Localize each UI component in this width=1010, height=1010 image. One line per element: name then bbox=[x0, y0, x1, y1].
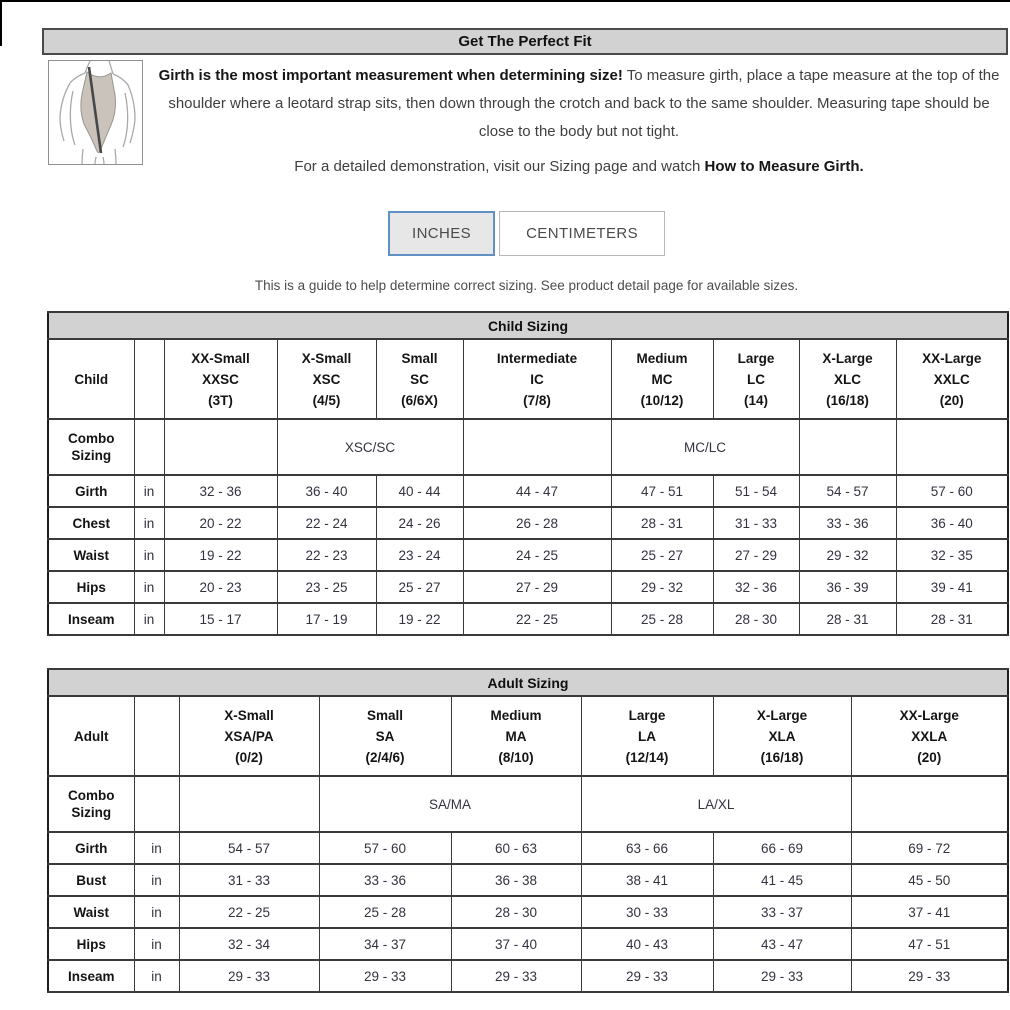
combo-empty-cell bbox=[164, 419, 277, 475]
size-column-header-line: XXLA bbox=[911, 728, 948, 744]
measurement-value: 33 - 37 bbox=[713, 896, 851, 928]
measurement-label: Inseam bbox=[48, 603, 134, 635]
inches-button-label: INCHES bbox=[412, 225, 472, 242]
measurement-value: 22 - 23 bbox=[277, 539, 376, 571]
size-column-header-line: XXLC bbox=[933, 371, 970, 387]
girth-intro-rest: To measure girth, place a tape measure at the top of the shoulder where a leotard strap sits, then down through the crotch and back to the same shoulder. Measuring tape should be close to the body but not tight. bbox=[168, 67, 1000, 140]
measurement-value: 29 - 32 bbox=[799, 539, 896, 571]
measurement-row bbox=[48, 571, 1008, 603]
measurement-row bbox=[48, 539, 1008, 571]
measurement-value: 19 - 22 bbox=[376, 603, 463, 635]
measurement-row bbox=[48, 896, 1008, 928]
combo-sizing-row bbox=[48, 776, 1008, 832]
size-header-row bbox=[48, 696, 1008, 776]
combo-sizing-value: XSC/SC bbox=[277, 419, 463, 475]
measurement-label: Hips bbox=[48, 571, 134, 603]
measurement-value: 54 - 57 bbox=[799, 475, 896, 507]
measurement-value: 31 - 33 bbox=[713, 507, 799, 539]
size-column-header-line: XX-Large bbox=[922, 350, 982, 366]
centimeters-button-label: CENTIMETERS bbox=[526, 225, 638, 242]
measurement-value: 47 - 51 bbox=[851, 928, 1008, 960]
size-column-header bbox=[164, 339, 277, 419]
screen-left-edge-line bbox=[0, 0, 2, 46]
measurement-value: 15 - 17 bbox=[164, 603, 277, 635]
measurement-value: 36 - 38 bbox=[451, 864, 581, 896]
measurement-value: 32 - 34 bbox=[179, 928, 319, 960]
measurement-value: 24 - 26 bbox=[376, 507, 463, 539]
size-column-header bbox=[451, 696, 581, 776]
table-title-row bbox=[48, 669, 1008, 696]
measurement-value: 26 - 28 bbox=[463, 507, 611, 539]
size-column-header-line: (16/18) bbox=[760, 749, 804, 765]
girth-measurement-illustration bbox=[48, 60, 143, 165]
measurement-value: 25 - 28 bbox=[319, 896, 451, 928]
unit-cell: in bbox=[134, 832, 179, 864]
measurement-value: 20 - 23 bbox=[164, 571, 277, 603]
measurement-value: 34 - 37 bbox=[319, 928, 451, 960]
measurement-label: Girth bbox=[48, 475, 134, 507]
size-column-header-line: Medium bbox=[490, 707, 542, 723]
measurement-value: 54 - 57 bbox=[179, 832, 319, 864]
measurement-row bbox=[48, 864, 1008, 896]
combo-unit-spacer bbox=[134, 419, 164, 475]
measurement-value: 38 - 41 bbox=[581, 864, 713, 896]
measurement-value: 31 - 33 bbox=[179, 864, 319, 896]
size-column-header bbox=[896, 339, 1008, 419]
measurement-value: 28 - 31 bbox=[611, 507, 713, 539]
size-column-header-line: (8/10) bbox=[498, 749, 534, 765]
measurement-value: 32 - 36 bbox=[164, 475, 277, 507]
size-column-header bbox=[713, 339, 799, 419]
screen-top-edge-line bbox=[0, 0, 1010, 2]
combo-sizing-label: Combo Sizing bbox=[48, 776, 134, 832]
size-column-header-line: Intermediate bbox=[496, 350, 578, 366]
size-column-header-line: Medium bbox=[636, 350, 688, 366]
demo-instruction-line bbox=[150, 158, 1008, 175]
size-column-header-line: X-Small bbox=[224, 707, 274, 723]
measurement-label: Waist bbox=[48, 896, 134, 928]
measurement-value: 25 - 28 bbox=[611, 603, 713, 635]
measurement-value: 29 - 33 bbox=[581, 960, 713, 992]
measurement-value: 17 - 19 bbox=[277, 603, 376, 635]
measurement-value: 40 - 44 bbox=[376, 475, 463, 507]
measurement-value: 29 - 33 bbox=[713, 960, 851, 992]
size-column-header-line: (7/8) bbox=[523, 392, 551, 408]
size-column-header-line: (16/18) bbox=[826, 392, 869, 408]
unit-cell: in bbox=[134, 896, 179, 928]
unit-cell: in bbox=[134, 539, 164, 571]
size-column-header-line: (3T) bbox=[208, 392, 233, 408]
size-column-header-line: XLA bbox=[768, 728, 796, 744]
size-column-header-line: (14) bbox=[743, 392, 768, 408]
size-column-header-line: XSC bbox=[312, 371, 341, 387]
size-column-header-line: (6/6X) bbox=[401, 392, 438, 408]
unit-column-spacer bbox=[134, 696, 179, 776]
size-column-header-line: (20) bbox=[939, 392, 964, 408]
measurement-value: 27 - 29 bbox=[463, 571, 611, 603]
measurement-value: 29 - 33 bbox=[851, 960, 1008, 992]
size-column-header bbox=[319, 696, 451, 776]
leotard-figure-icon bbox=[49, 61, 142, 164]
row-group-label: Child bbox=[48, 339, 134, 419]
measurement-value: 33 - 36 bbox=[319, 864, 451, 896]
size-column-header-line: XX-Small bbox=[191, 350, 250, 366]
measurement-value: 40 - 43 bbox=[581, 928, 713, 960]
measurement-value: 22 - 25 bbox=[179, 896, 319, 928]
measurement-value: 66 - 69 bbox=[713, 832, 851, 864]
size-column-header-line: (12/14) bbox=[625, 749, 669, 765]
unit-toggle-group bbox=[45, 211, 1008, 256]
unit-cell: in bbox=[134, 928, 179, 960]
size-column-header-line: MC bbox=[651, 371, 673, 387]
measurement-value: 45 - 50 bbox=[851, 864, 1008, 896]
size-column-header-line: XSA/PA bbox=[224, 728, 274, 744]
measurement-row bbox=[48, 475, 1008, 507]
size-column-header-line: IC bbox=[530, 371, 544, 387]
size-column-header bbox=[179, 696, 319, 776]
measurement-value: 51 - 54 bbox=[713, 475, 799, 507]
size-column-header bbox=[799, 339, 896, 419]
table-title: Adult Sizing bbox=[48, 669, 1008, 696]
child-sizing-table bbox=[47, 311, 1009, 636]
measurement-row bbox=[48, 960, 1008, 992]
size-column-header-line: MA bbox=[505, 728, 527, 744]
size-column-header bbox=[851, 696, 1008, 776]
unit-cell: in bbox=[134, 960, 179, 992]
unit-cell: in bbox=[134, 603, 164, 635]
size-column-header-line: Small bbox=[366, 707, 404, 723]
measurement-value: 28 - 31 bbox=[799, 603, 896, 635]
demo-bold: How to Measure Girth. bbox=[704, 158, 864, 175]
measurement-value: 22 - 25 bbox=[463, 603, 611, 635]
measurement-label: Girth bbox=[48, 832, 134, 864]
demo-text: For a detailed demonstration, visit our Sizing page and watch bbox=[294, 158, 705, 175]
measurement-value: 33 - 36 bbox=[799, 507, 896, 539]
measurement-value: 60 - 63 bbox=[451, 832, 581, 864]
size-column-header-line: (4/5) bbox=[312, 392, 341, 408]
unit-cell: in bbox=[134, 864, 179, 896]
measurement-value: 22 - 24 bbox=[277, 507, 376, 539]
size-header-row bbox=[48, 339, 1008, 419]
measurement-value: 25 - 27 bbox=[376, 571, 463, 603]
measurement-value: 36 - 39 bbox=[799, 571, 896, 603]
measurement-value: 39 - 41 bbox=[896, 571, 1008, 603]
girth-intro-bold: Girth is the most important measurement when determining size! bbox=[158, 67, 623, 84]
measurement-value: 57 - 60 bbox=[896, 475, 1008, 507]
row-group-label: Adult bbox=[48, 696, 134, 776]
measurement-value: 28 - 30 bbox=[713, 603, 799, 635]
size-column-header bbox=[376, 339, 463, 419]
combo-empty-cell bbox=[851, 776, 1008, 832]
combo-empty-cell bbox=[463, 419, 611, 475]
measurement-value: 43 - 47 bbox=[713, 928, 851, 960]
measurement-value: 37 - 41 bbox=[851, 896, 1008, 928]
centimeters-button[interactable] bbox=[499, 211, 665, 256]
unit-cell: in bbox=[134, 507, 164, 539]
size-column-header-line: SC bbox=[410, 371, 429, 387]
measurement-row bbox=[48, 507, 1008, 539]
measurement-value: 57 - 60 bbox=[319, 832, 451, 864]
adult-sizing-table bbox=[47, 668, 1009, 993]
measurement-value: 30 - 33 bbox=[581, 896, 713, 928]
combo-sizing-value: LA/XL bbox=[581, 776, 851, 832]
size-column-header-line: XX-Large bbox=[899, 707, 959, 723]
page-title-bar bbox=[42, 28, 1008, 55]
size-column-header-line: X-Small bbox=[301, 350, 352, 366]
combo-sizing-row bbox=[48, 419, 1008, 475]
combo-sizing-value: SA/MA bbox=[319, 776, 581, 832]
measurement-value: 28 - 31 bbox=[896, 603, 1008, 635]
measurement-label: Waist bbox=[48, 539, 134, 571]
measurement-value: 25 - 27 bbox=[611, 539, 713, 571]
size-column-header-line: LA bbox=[638, 728, 656, 744]
size-column-header-line: (0/2) bbox=[235, 749, 263, 765]
measurement-row bbox=[48, 832, 1008, 864]
measurement-value: 23 - 24 bbox=[376, 539, 463, 571]
inches-button[interactable] bbox=[388, 211, 495, 256]
size-column-header-line: X-Large bbox=[756, 707, 808, 723]
size-column-header bbox=[713, 696, 851, 776]
measurement-value: 23 - 25 bbox=[277, 571, 376, 603]
measurement-value: 37 - 40 bbox=[451, 928, 581, 960]
size-column-header-line: LC bbox=[747, 371, 765, 387]
size-column-header bbox=[581, 696, 713, 776]
combo-sizing-label: Combo Sizing bbox=[48, 419, 134, 475]
measurement-row bbox=[48, 928, 1008, 960]
measurement-label: Hips bbox=[48, 928, 134, 960]
combo-unit-spacer bbox=[134, 776, 179, 832]
measurement-row bbox=[48, 603, 1008, 635]
table-title-row bbox=[48, 312, 1008, 339]
measurement-value: 28 - 30 bbox=[451, 896, 581, 928]
size-column-header-line: Large bbox=[737, 350, 775, 366]
measurement-label: Chest bbox=[48, 507, 134, 539]
table-title: Child Sizing bbox=[48, 312, 1008, 339]
girth-intro-paragraph bbox=[150, 62, 1008, 146]
measurement-value: 36 - 40 bbox=[896, 507, 1008, 539]
measurement-label: Bust bbox=[48, 864, 134, 896]
measurement-value: 32 - 35 bbox=[896, 539, 1008, 571]
page-title: Get The Perfect Fit bbox=[458, 33, 592, 50]
measurement-value: 19 - 22 bbox=[164, 539, 277, 571]
size-column-header-line: XLC bbox=[834, 371, 861, 387]
combo-empty-cell bbox=[896, 419, 1008, 475]
size-column-header bbox=[277, 339, 376, 419]
measurement-value: 44 - 47 bbox=[463, 475, 611, 507]
size-column-header-line: (2/4/6) bbox=[365, 749, 405, 765]
unit-cell: in bbox=[134, 475, 164, 507]
measurement-value: 27 - 29 bbox=[713, 539, 799, 571]
size-column-header-line: XXSC bbox=[202, 371, 239, 387]
size-column-header-line: Large bbox=[628, 707, 666, 723]
size-column-header bbox=[463, 339, 611, 419]
size-column-header-line: X-Large bbox=[822, 350, 873, 366]
measurement-value: 41 - 45 bbox=[713, 864, 851, 896]
unit-column-spacer bbox=[134, 339, 164, 419]
combo-empty-cell bbox=[799, 419, 896, 475]
measurement-value: 20 - 22 bbox=[164, 507, 277, 539]
size-column-header-line: (20) bbox=[917, 749, 942, 765]
measurement-value: 29 - 33 bbox=[319, 960, 451, 992]
sizing-guide-note: This is a guide to help determine correct sizing. See product detail page for available sizes. bbox=[254, 278, 799, 293]
measurement-value: 29 - 33 bbox=[451, 960, 581, 992]
measurement-value: 24 - 25 bbox=[463, 539, 611, 571]
unit-cell: in bbox=[134, 571, 164, 603]
measurement-value: 47 - 51 bbox=[611, 475, 713, 507]
combo-empty-cell bbox=[179, 776, 319, 832]
measurement-value: 32 - 36 bbox=[713, 571, 799, 603]
measurement-value: 29 - 33 bbox=[179, 960, 319, 992]
measurement-value: 69 - 72 bbox=[851, 832, 1008, 864]
size-column-header-line: (10/12) bbox=[640, 392, 684, 408]
size-column-header bbox=[611, 339, 713, 419]
measurement-value: 63 - 66 bbox=[581, 832, 713, 864]
measurement-label: Inseam bbox=[48, 960, 134, 992]
measurement-value: 29 - 32 bbox=[611, 571, 713, 603]
measurement-value: 36 - 40 bbox=[277, 475, 376, 507]
size-column-header-line: Small bbox=[401, 350, 438, 366]
combo-sizing-value: MC/LC bbox=[611, 419, 799, 475]
size-column-header-line: SA bbox=[375, 728, 395, 744]
